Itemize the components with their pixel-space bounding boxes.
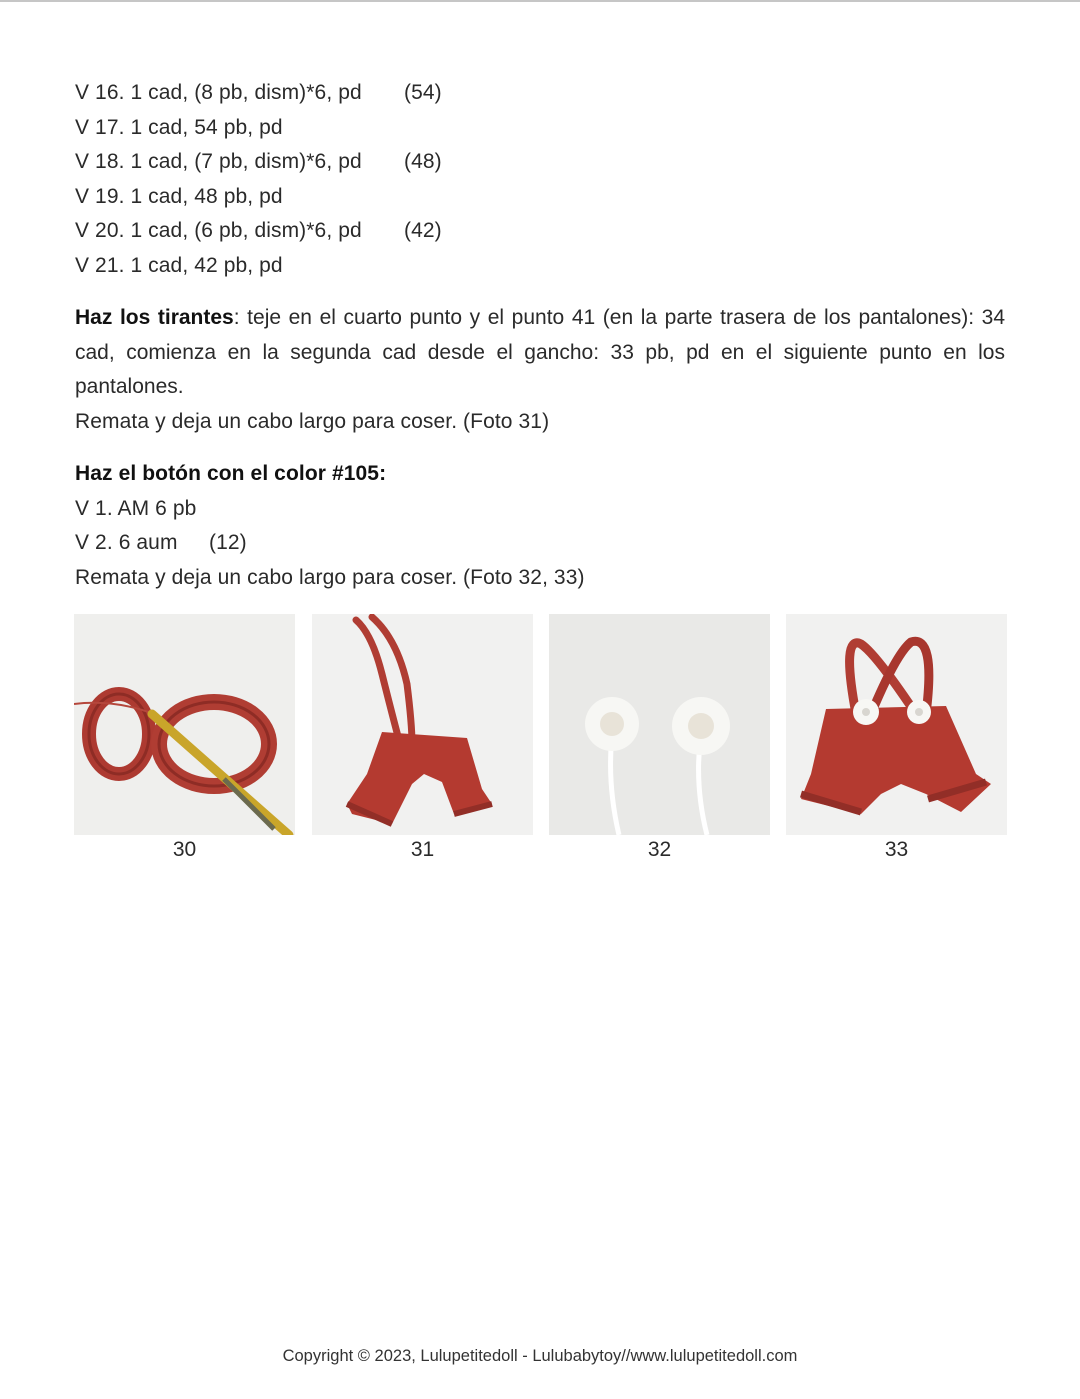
finished-shorts-image — [786, 614, 1007, 835]
round-line — [75, 214, 1005, 249]
round-instruction: V 16. 1 cad, (8 pb, dism)*6, pd — [75, 81, 362, 104]
photo-caption: 32 — [647, 838, 672, 861]
round-line — [75, 180, 1005, 215]
button-heading: Haz el botón con el color #105: — [75, 462, 387, 485]
round-stitch-count: (12) — [209, 531, 247, 554]
round-instruction: V 19. 1 cad, 48 pb, pd — [75, 184, 283, 208]
round-line — [75, 526, 1005, 561]
straps-section — [75, 301, 1005, 405]
round-line — [75, 76, 1005, 111]
photo-30 — [74, 614, 295, 835]
round-line — [75, 111, 1005, 146]
copyright-footer: Copyright © 2023, Lulupetitedoll - Lulubabytoy//www.lulupetitedoll.com — [282, 1347, 798, 1365]
round-instruction: V 21. 1 cad, 42 pb, pd — [75, 253, 283, 277]
round-instruction: V 2. 6 aum — [75, 531, 178, 554]
straps-heading: Haz los tirantes — [75, 306, 234, 329]
shorts-with-straps-image — [312, 614, 533, 835]
round-instruction: V 17. 1 cad, 54 pb, pd — [75, 115, 283, 139]
round-instruction: V 20. 1 cad, (6 pb, dism)*6, pd — [75, 219, 362, 242]
round-stitch-count: (54) — [404, 81, 442, 104]
round-instruction: V 18. 1 cad, (7 pb, dism)*6, pd — [75, 150, 362, 173]
straps-finish: Remata y deja un cabo largo para coser. (Foto 31) — [75, 409, 550, 433]
round-line — [75, 492, 1005, 527]
pattern-content — [75, 76, 1005, 595]
round-stitch-count: (48) — [404, 150, 442, 173]
straps-text: : teje en el cuarto punto y el punto 41 (en la parte trasera de los pantalones): 34 cad, comienza en la segunda cad desde el gancho: 33 pb, pd en el siguiente punto en los pantalones. — [75, 306, 1005, 398]
photo-caption: 33 — [884, 838, 909, 861]
round-instruction: V 1. AM 6 pb — [75, 496, 197, 520]
crochet-rings-image — [74, 614, 295, 835]
page-top-border — [0, 0, 1080, 2]
round-line — [75, 145, 1005, 180]
round-line — [75, 249, 1005, 284]
photo-strip — [74, 614, 1007, 864]
photo-caption: 30 — [172, 838, 197, 861]
white-buttons-image — [549, 614, 770, 835]
round-stitch-count: (42) — [404, 219, 442, 242]
photo-caption: 31 — [410, 838, 435, 861]
button-finish: Remata y deja un cabo largo para coser. (Foto 32, 33) — [75, 565, 585, 589]
photo-32 — [549, 614, 770, 835]
photo-31 — [312, 614, 533, 835]
photo-33 — [786, 614, 1007, 835]
